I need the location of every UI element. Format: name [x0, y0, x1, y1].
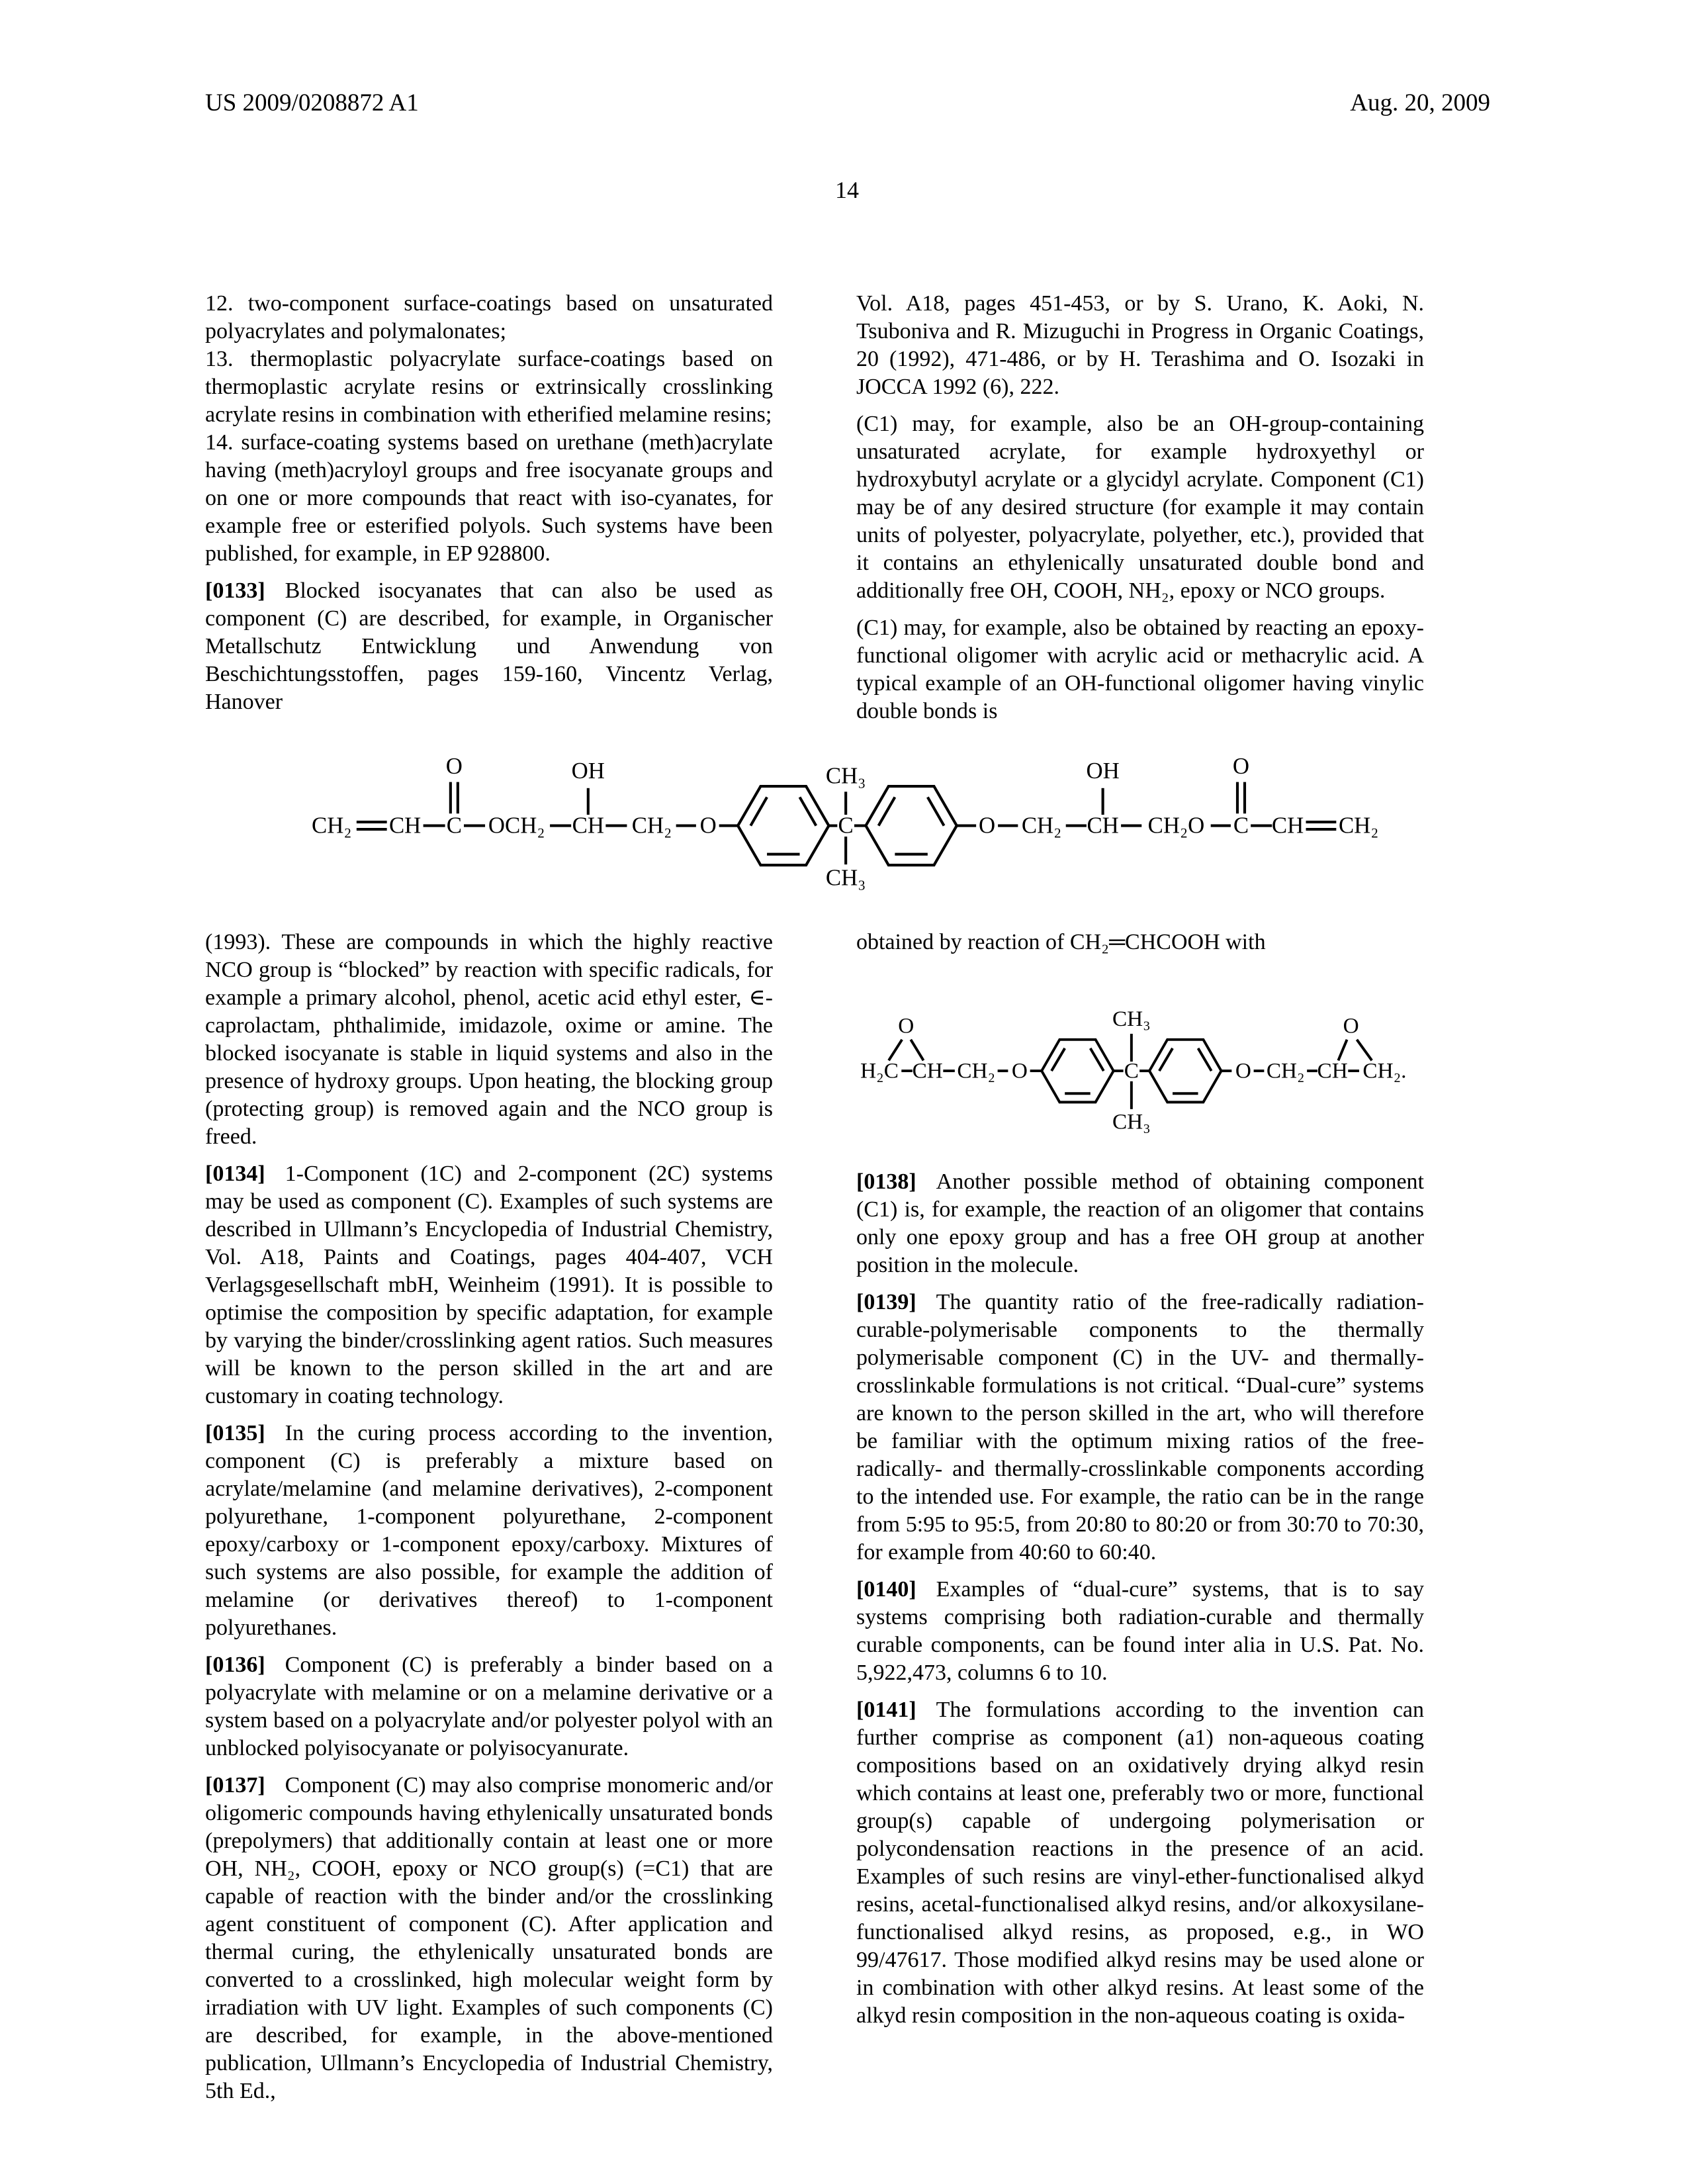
- paragraph-text: 14. surface-coating systems based on urethane (meth)acrylate having (meth)acryloyl groups and free isocyanate groups and on one or more compounds that react with iso-cyanates, for example free or esterified polyols. Such systems have been published, for example, in EP 928800.: [205, 430, 773, 566]
- atom-label: CH: [572, 812, 604, 839]
- benzene-ring-2: [1149, 1040, 1222, 1103]
- benzene-ring-2: [866, 786, 956, 865]
- benzene-ring-1: [738, 786, 828, 865]
- paragraph-text: Component (C) may also comprise monomeric and/or oligomeric compounds having ethylenically unsaturated bonds (prepolymers) that additionally contain at least one or more OH, NH₂, COOH, epoxy or NCO group(s) (=C1) that are capable of reaction with the binder and/or the crosslinking agent constituent of component (C). After application and thermal curing, the ethylenically unsaturated bonds are converted to a crosslinked, high molecular weight form by irradiation with UV light. Examples of such components (C) are described, for example, in the above-mentioned publication, Ullmann’s Encyclopedia of Industrial Chemistry, 5th Ed.,: [205, 1773, 773, 2104]
- paragraph-text: The formulations according to the invention can further comprise as component (a1) non-aqueous coating compositions based on an oxidatively drying alkyd resin which contains at least one, preferably two or more, functional group(s) capable of undergoing polymerisation or polycondensation reactions in the presence of an acid. Examples of such resins are vinyl-ether-functionalised alkyd resins, acetal-functionalised alkyd resins, and/or alkoxysilane-functionalised alkyd resins, as proposed, e.g., in WO 99/47617. Those modified alkyd resins may be used alone or in combination with other alkyd resins. At least some of the alkyd resin composition in the non-aqueous coating is oxida-: [856, 1698, 1424, 2028]
- paragraph-c1-acrylate: [856, 410, 1424, 605]
- atom-label: CH₃: [825, 762, 866, 789]
- atom-label: CH₃: [1112, 1007, 1151, 1032]
- atom-label: CH₂: [957, 1058, 996, 1083]
- atom-label: O: [445, 752, 463, 779]
- atom-label: CH: [1317, 1058, 1348, 1083]
- atom-labels: [860, 1007, 1406, 1134]
- paragraph-text: In the curing process according to the invention, component (C) is preferably a mixture based on acrylate/melamine (and melamine derivatives), 2-component polyurethane, 1-component polyurethane, 2-component epoxy/carboxy or 1-component epoxy/carboxy. Mixtures of such systems are also possible, for example the addition of melamine (or derivatives thereof) to 1-component polyurethanes.: [205, 1421, 773, 1641]
- chemical-structure-diepoxide: [856, 974, 1424, 1142]
- paragraph-text: Component (C) is preferably a binder based on a polyacrylate with melamine or on a melamine derivative or a system based on a polyacrylate and/or polyester polyol with an unblocked polyisocyanate or polyisocyanurate.: [205, 1653, 773, 1761]
- atom-label: O: [699, 812, 717, 839]
- paragraph-tag: [0136]: [205, 1653, 265, 1678]
- atom-label: CH: [388, 812, 422, 839]
- atom-label: O: [1232, 752, 1250, 779]
- left-column-lower: [205, 929, 773, 2105]
- paragraph-0133-continuation: [205, 929, 773, 1151]
- page-header: [205, 90, 1490, 116]
- atom-label: CH₂O: [1147, 812, 1205, 839]
- atom-label: OH: [571, 758, 605, 784]
- atom-label: CH₂: [631, 812, 672, 839]
- list-item-12: [205, 290, 773, 345]
- atom-label: O: [979, 812, 996, 839]
- upper-columns: [205, 290, 1424, 725]
- benzene-ring-1: [1042, 1040, 1114, 1103]
- paragraph-text: Another possible method of obtaining component (C1) is, for example, the reaction of an oligomer that contains only one epoxy group and has a free OH group at another position in the molecule.: [856, 1169, 1424, 1278]
- paragraph-text: 12. two-component surface-coatings based on unsaturated polyacrylates and polymalonates;: [205, 291, 773, 343]
- atom-label: CH₂.: [1362, 1058, 1407, 1083]
- atom-label: OH: [1086, 758, 1120, 784]
- paragraph-0139: [856, 1289, 1424, 1567]
- paragraph-tag: [0141]: [856, 1698, 916, 1723]
- paragraph-tag: [0140]: [856, 1577, 916, 1602]
- atom-label: O: [1011, 1058, 1028, 1083]
- right-column-lower: [856, 929, 1424, 2105]
- lower-columns: [205, 929, 1424, 2105]
- paragraph-0137: [205, 1772, 773, 2105]
- chemical-structure-diepoxide-svg: [856, 974, 1424, 1142]
- atom-label: O: [1235, 1058, 1251, 1083]
- paragraph-0141: [856, 1696, 1424, 2030]
- paragraph-text: Vol. A18, pages 451-453, or by S. Urano, K. Aoki, N. Tsuboniva and R. Mizuguchi in Progress in Organic Coatings, 20 (1992), 471-486, or by H. Terashima and O. Isozaki in JOCCA 1992 (6), 222.: [856, 291, 1424, 399]
- paragraph-c1-epoxy: [856, 614, 1424, 725]
- patent-number: US 2009/0208872 A1: [205, 89, 419, 116]
- page-number: 14: [835, 177, 859, 203]
- paragraph-0136: [205, 1651, 773, 1762]
- atom-labels: [312, 753, 1378, 891]
- paragraph-text: Examples of “dual-cure” systems, that is to say systems comprising both radiation-curable and thermally curable components, can be found inter alia in U.S. Pat. No. 5,922,473, columns 6 to 10.: [856, 1577, 1424, 1686]
- atom-label: C: [446, 812, 462, 839]
- paragraph-text: (1993). These are compounds in which the highly reactive NCO group is “blocked” by reaction with specific radicals, for example a primary alcohol, phenol, acetic acid ethyl ester, ∈-caprolactam, phthalimide, imidazole, oxime or amine. The blocked isocyanate is stable in liquid systems and also in the presence of hydroxy groups. Upon heating, the blocking group (protecting group) is removed again and the NCO group is freed.: [205, 930, 773, 1150]
- paragraph-tag: [0137]: [205, 1773, 265, 1798]
- paragraph-tag: [0138]: [856, 1169, 916, 1195]
- atom-label: CH₂: [312, 812, 352, 839]
- paragraph-tag: [0139]: [856, 1290, 916, 1315]
- atom-label: CH₃: [825, 864, 866, 891]
- paragraph-0134: [205, 1160, 773, 1410]
- paragraph-tag: [0134]: [205, 1161, 265, 1187]
- paragraph-text: 1-Component (1C) and 2-component (2C) systems may be used as component (C). Examples of such systems are described in Ullmann’s Encyclopedia of Industrial Chemistry, Vol. A18, Paints and Coatings, pages 404-407, VCH Verlagsgesellschaft mbH, Weinheim (1991). It is possible to optimise the composition by specific adaptation, for example by varying the binder/crosslinking agent ratios. Such measures will be known to the person skilled in the art and are customary in coating technology.: [205, 1161, 773, 1409]
- paragraph-0133: [205, 577, 773, 716]
- left-column-upper: [205, 290, 773, 725]
- atom-label: C: [838, 812, 854, 839]
- atom-label: CH₂: [1338, 812, 1379, 839]
- atom-label: H₂C: [860, 1058, 899, 1083]
- chemical-structure-diacrylate: [304, 736, 1424, 899]
- right-column-upper: [856, 290, 1424, 725]
- paragraph-text: 13. thermoplastic polyacrylate surface-coatings based on thermoplastic acrylate resins or extrinsically crosslinking acrylate resins in combination with etherified melamine resins;: [205, 347, 773, 427]
- paragraph-tag: [0133]: [205, 578, 265, 603]
- paragraph-0138: [856, 1168, 1424, 1279]
- atom-label: CH₃: [1112, 1109, 1151, 1134]
- paragraph-text: Blocked isocyanates that can also be used as component (C) are described, for example, in Organischer Metallschutz Entwicklung und Anwendung von Beschichtungsstoffen, pages 159-160, Vincentz Verlag, Hanover: [205, 578, 773, 714]
- paragraph-0140: [856, 1576, 1424, 1687]
- chemical-structure-diacrylate-svg: [304, 736, 1390, 899]
- publication-date: Aug. 20, 2009: [1350, 89, 1490, 116]
- atom-label: CH: [1087, 812, 1119, 839]
- paragraph-text: The quantity ratio of the free-radically radiation-curable-polymerisable components to the thermally polymerisable component (C) in the UV- and thermally-crosslinkable formulations is not critical. “Dual-cure” systems are known to the person skilled in the art, who will therefore be familiar with the optimum mixing ratios of the free-radically- and thermally-crosslinkable components according to the intended use. For example, the ratio can be in the range from 5:95 to 95:5, from 20:80 to 80:20 or from 30:70 to 70:30, for example from 40:60 to 60:40.: [856, 1290, 1424, 1565]
- atom-label: O: [1343, 1013, 1359, 1038]
- paragraph-text: (C1) may, for example, also be an OH-group-containing unsaturated acrylate, for example hydroxyethyl or hydroxybutyl acrylate or a glycidyl acrylate. Component (C1) may be of any desired structure (for example it may contain units of polyester, polyacrylate, polyether, etc.), provided that it contains an ethylenically unsaturated double bond and additionally free OH, COOH, NH₂, epoxy or NCO groups.: [856, 412, 1424, 603]
- paragraph-0135: [205, 1420, 773, 1642]
- atom-label: O: [898, 1013, 914, 1038]
- paragraph-text: (C1) may, for example, also be obtained by reacting an epoxy-functional oligomer with acrylic acid or methacrylic acid. A typical example of an OH-functional oligomer having vinylic double bonds is: [856, 615, 1424, 723]
- list-item-13: [205, 345, 773, 429]
- paragraph-text: obtained by reaction of CH₂═CHCOOH with: [856, 930, 1266, 955]
- atom-label: C: [1124, 1058, 1139, 1083]
- atom-label: CH: [912, 1058, 943, 1083]
- page-body: [205, 290, 1424, 2105]
- paragraph-tag: [0135]: [205, 1421, 265, 1446]
- atom-label: CH: [1271, 812, 1304, 839]
- atom-label: OCH₂: [488, 812, 545, 839]
- paragraph-continuation: [856, 290, 1424, 401]
- atom-label: C: [1233, 812, 1249, 839]
- list-item-14: [205, 429, 773, 568]
- paragraph-obtained-by: [856, 929, 1424, 956]
- atom-label: CH₂: [1266, 1058, 1305, 1083]
- atom-label: CH₂: [1021, 812, 1062, 839]
